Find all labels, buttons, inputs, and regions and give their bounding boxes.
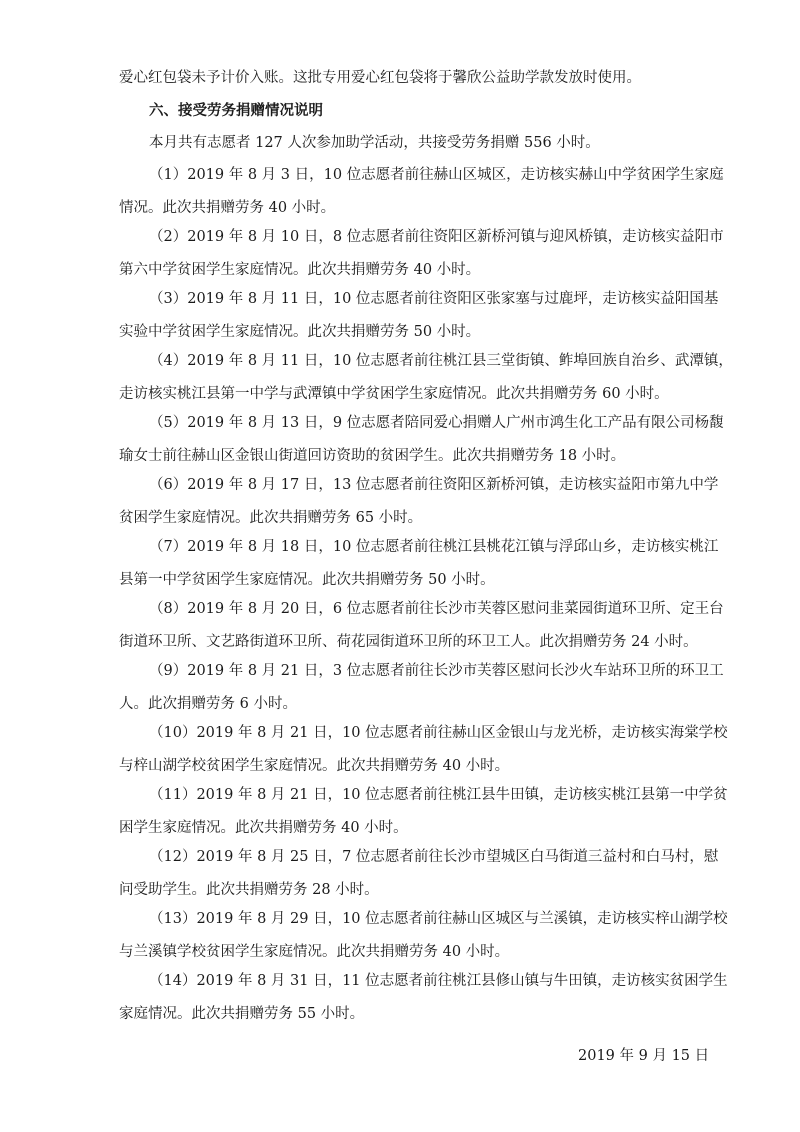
item-14-line-2: 家庭情况。此次共捐赠劳务 55 小时。 — [119, 1006, 365, 1022]
item-1-line-1: （1）2019 年 8 月 3 日，10 位志愿者前往赫山区城区，走访核实赫山中学贫困学生家庭 — [149, 167, 724, 183]
item-7-line-1: （7）2019 年 8 月 18 日，10 位志愿者前往桃江县桃花江镇与浮邱山乡，走访核实桃江 — [149, 539, 719, 555]
item-8-line-2: 街道环卫所、文艺路街道环卫所、荷花园街道环卫所的环卫工人。此次捐赠劳务 24 小时。 — [119, 634, 698, 650]
summary-text: 本月共有志愿者 127 人次参加助学活动，共接受劳务捐赠 556 小时。 — [149, 135, 600, 151]
item-4-line-1: （4）2019 年 8 月 11 日，10 位志愿者前往桃江县三堂街镇、鲊埠回族自治乡、武潭镇， — [149, 353, 733, 369]
item-3-line-1: （3）2019 年 8 月 11 日，10 位志愿者前往资阳区张家塞与过鹿坪，走访核实益阳国基 — [149, 291, 719, 307]
item-5-line-1: （5）2019 年 8 月 13 日，9 位志愿者陪同爱心捐赠人广州市鸿生化工产品有限公司杨馥 — [149, 415, 724, 431]
item-2-line-2: 第六中学贫困学生家庭情况。此次共捐赠劳务 40 小时。 — [119, 262, 481, 278]
item-4-line-2: 走访核实桃江县第一中学与武潭镇中学贫困学生家庭情况。此次共捐赠劳务 60 小时。 — [119, 386, 669, 402]
item-6-line-1: （6）2019 年 8 月 17 日，13 位志愿者前往资阳区新桥河镇，走访核实益阳市第九中学 — [149, 477, 719, 493]
item-10-line-1: （10）2019 年 8 月 21 日，10 位志愿者前往赫山区金银山与龙光桥，走访核实海棠学校 — [149, 725, 728, 741]
item-2-line-1: （2）2019 年 8 月 10 日，8 位志愿者前往资阳区新桥河镇与迎风桥镇，走访核实益阳市 — [149, 229, 724, 245]
item-3-line-2: 实验中学贫困学生家庭情况。此次共捐赠劳务 50 小时。 — [119, 324, 481, 340]
item-13-line-1: （13）2019 年 8 月 29 日，10 位志愿者前往赫山区城区与兰溪镇，走访核实梓山湖学校 — [149, 911, 728, 927]
item-14-line-1: （14）2019 年 8 月 31 日，11 位志愿者前往桃江县修山镇与牛田镇，走访核实贫困学生 — [149, 973, 728, 989]
section-title: 六、接受劳务捐赠情况说明 — [149, 103, 323, 119]
item-10-line-2: 与梓山湖学校贫困学生家庭情况。此次共捐赠劳务 40 小时。 — [119, 758, 510, 774]
item-8-line-1: （8）2019 年 8 月 20 日，6 位志愿者前往长沙市芙蓉区慰问韭菜园街道环卫所、定王台 — [149, 601, 724, 617]
intro-tail-text: 爱心红包袋未予计价入账。这批专用爱心红包袋将于馨欣公益助学款发放时使用。 — [119, 70, 641, 86]
document-date: 2019 年 9 月 15 日 — [578, 1048, 710, 1064]
item-12-line-1: （12）2019 年 8 月 25 日，7 位志愿者前往长沙市望城区白马街道三益村和白马村，慰 — [149, 849, 719, 865]
item-11-line-2: 困学生家庭情况。此次共捐赠劳务 40 小时。 — [119, 820, 408, 836]
item-9-line-2: 人。此次捐赠劳务 6 小时。 — [119, 696, 297, 712]
item-1-line-2: 情况。此次共捐赠劳务 40 小时。 — [119, 200, 336, 216]
item-6-line-2: 贫困学生家庭情况。此次共捐赠劳务 65 小时。 — [119, 510, 423, 526]
item-9-line-1: （9）2019 年 8 月 21 日，3 位志愿者前往长沙市芙蓉区慰问长沙火车站环卫所的环卫工 — [149, 663, 724, 679]
item-5-line-2: 瑜女士前往赫山区金银山街道回访资助的贫困学生。此次共捐赠劳务 18 小时。 — [119, 448, 626, 464]
item-12-line-2: 问受助学生。此次共捐赠劳务 28 小时。 — [119, 882, 379, 898]
item-7-line-2: 县第一中学贫困学生家庭情况。此次共捐赠劳务 50 小时。 — [119, 572, 495, 588]
item-11-line-1: （11）2019 年 8 月 21 日，10 位志愿者前往桃江县牛田镇，走访核实桃江县第一中学贫 — [149, 787, 728, 803]
item-13-line-2: 与兰溪镇学校贫困学生家庭情况。此次共捐赠劳务 40 小时。 — [119, 944, 510, 960]
